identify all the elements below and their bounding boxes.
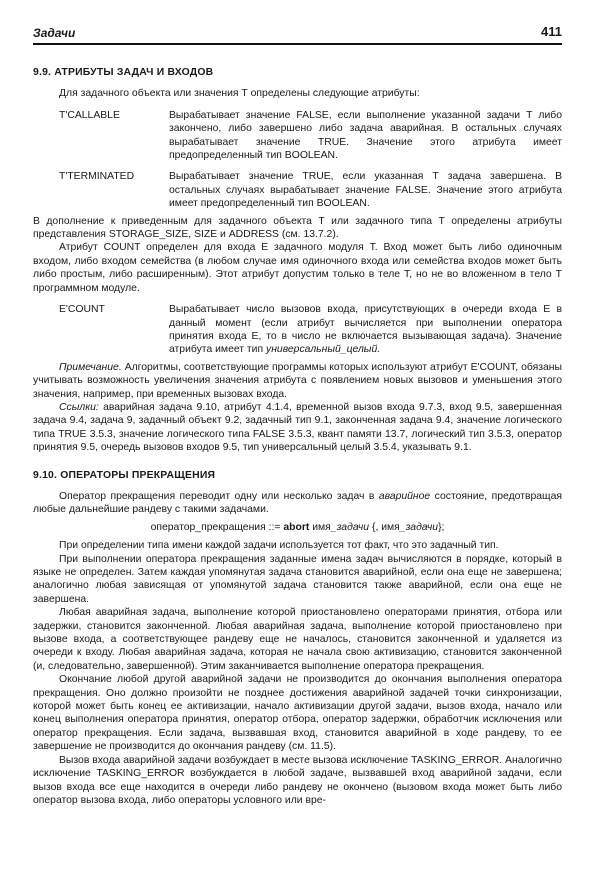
paragraph-count-attr: Атрибут COUNT определен для входа Е задачного модуля Т. Вход может быть либо одиночным входом, либо входом семейства (в любом случае имя одиночного входа или семейства входов может быть либо простым, либо расширенным). Этот атрибут допустим только в теле Т, но не во вложенном в тело Т программном модуле. (33, 242, 562, 294)
abort-intro-text-2: состояние, предотвращая любые дальнейшие рандеву с такими задачами. (33, 490, 562, 516)
syntax-lhs: оператор_прекращения ::= (150, 521, 281, 533)
running-header-title: Задачи (33, 26, 76, 40)
count-type: универсальный_целый. (266, 344, 381, 356)
paragraph-evaluation: При выполнении оператора прекращения заданные имена задач вычисляются в порядке, который в языке не определен. Затем каждая упомянутая задача становится аварийной, если она еще не завершена; аналогично любая зависящая от упомянутой задача становится также аварийной, если она еще не завершена. (33, 553, 562, 605)
section-heading-9-10: 9.10. ОПЕРАТОРЫ ПРЕКРАЩЕНИЯ (33, 469, 216, 481)
abort-intro-text: Оператор прекращения переводит одну или несколько задач в (59, 490, 375, 502)
note-label: Примечание. (59, 361, 122, 373)
syntax-rule (33, 521, 562, 534)
attribute-description (169, 303, 562, 357)
attribute-term: T'CALLABLE (59, 109, 120, 121)
abort-term: аварийное (378, 490, 431, 502)
note-text: Алгоритмы, соответствующие программы которых используют атрибут E'COUNT, обязаны учитывать возможность увеличения значения атрибута с появлением новых вызовов и уменьшения этого значения, например, при временных вызовах входа. (33, 361, 562, 400)
attribute-term: T'TERMINATED (59, 171, 135, 183)
refs-label: Ссылки: (59, 401, 99, 413)
paragraph-abort-intro (33, 490, 562, 517)
syntax-repeat-suffix: _задачи (399, 521, 439, 533)
syntax-name-suffix: _задачи (330, 521, 370, 533)
syntax-repeat-close: }; (438, 521, 445, 533)
attribute-term: E'COUNT (59, 304, 105, 316)
paragraph-representation-attrs: В дополнение к приведенным для задачного объекта Т или задачного типа Т определены атрибуты представления STORAGE_SIZE, SIZE и ADDRESS (см. 13.7.2). (33, 215, 562, 241)
attribute-callable (33, 109, 562, 163)
paragraph-synchronization: Окончание любой другой аварийной задачи не производится до окончания выполнения оператора прекращения. Оно должно произойти не позднее достижения аварийной задачей точки синхронизации, которой может быть конец ее активизации, начало активизации другой задачи, вызов входа, начало или конец выполнения оператора принятия, оператор отбора, оператор задержки, обработчик исключения или оператор прекращения. Если задача, вызвавшая вход, становится аварийной в ходе рандеву, то ее завершение не производится до окончания рандеву (см. 11.5). (33, 674, 562, 753)
paragraph-intro: Для задачного объекта или значения Т определены следующие атрибуты: (59, 88, 420, 100)
refs-text: аварийная задача 9.10, атрибут 4.1.4, временной вызов входа 9.7.3, вход 9.5, завершенная задача 9.4, задача 9, задачный объект 9.2, задачный тип 9.1, законченная задача 9.4, значение логического типа TRUE 3.5.3, значение логического типа FALSE 3.5.3, квант памяти 13.7, логический тип 3.5.3, оператор принятия 9.5, очередь вызовов входов 9.5, тип универсальный целый 3.5.4, указывать 9.1. (33, 401, 563, 454)
paragraph-note (33, 361, 562, 401)
syntax-keyword: abort (283, 521, 310, 533)
attribute-count (33, 303, 562, 357)
syntax-repeat-open: {, имя (371, 521, 400, 533)
paragraph-type-resolution: При определении типа имени каждой задачи используется тот факт, что это задачный тип. (59, 540, 499, 552)
header-divider (33, 43, 562, 45)
attribute-description: Вырабатывает значение TRUE, если указанная Т задача завершена. В остальных случаях вырабатывает значение FALSE. Значение этого атрибута имеет предопределенный тип BOOLEAN. (169, 171, 562, 210)
paragraph-tasking-error: Вызов входа аварийной задачи возбуждает в месте вызова исключение TASKING_ERROR. Аналогично исключение TASKING_ERROR возбуждается в любой задаче, вызвавшей вход аварийной задачи, если вызов входа все еще находится в очереди либо рандеву не окончено (вызовом входа может быть либо оператор вызова входа, либо операторы условного или вре- (33, 754, 562, 806)
count-desc-text: Вырабатывает число вызовов входа, присутствующих в очереди входа Е в данный момент (если атрибут вычисляется при выполнении оператора принятия входа Е, то в число не включается вызывающая задача). Значение атрибута имеет тип (169, 304, 562, 356)
page-number: 411 (541, 24, 562, 39)
page-body (33, 66, 562, 807)
paragraph-completion: Любая аварийная задача, выполнение которой приостановлено операторами принятия, отбора или задержки, становится законченной. Любая аварийная задача, выполнение которой приостановлено при вызове входа, а соответствующее рандеву еще не началось, становится законченной и удаляется из очереди к входу. Любая аварийная задача, которая не начала свою активизацию, становится законченной (и, следовательно, завершенной). Этим заканчивается выполнение оператора прекращения. (33, 607, 562, 672)
paragraph-references (33, 401, 562, 455)
section-heading-9-9: 9.9. АТРИБУТЫ ЗАДАЧ И ВХОДОВ (33, 67, 214, 78)
syntax-name: имя (312, 521, 331, 533)
attribute-description: Вырабатывает значение FALSE, если выполнение указанной задачи Т либо закончено, либо завершено либо задача аварийная. В остальных случаях вырабатывает значение TRUE. Значение этого атрибута имеет предопределенный тип BOOLEAN. (169, 109, 562, 162)
attribute-terminated (33, 170, 562, 210)
